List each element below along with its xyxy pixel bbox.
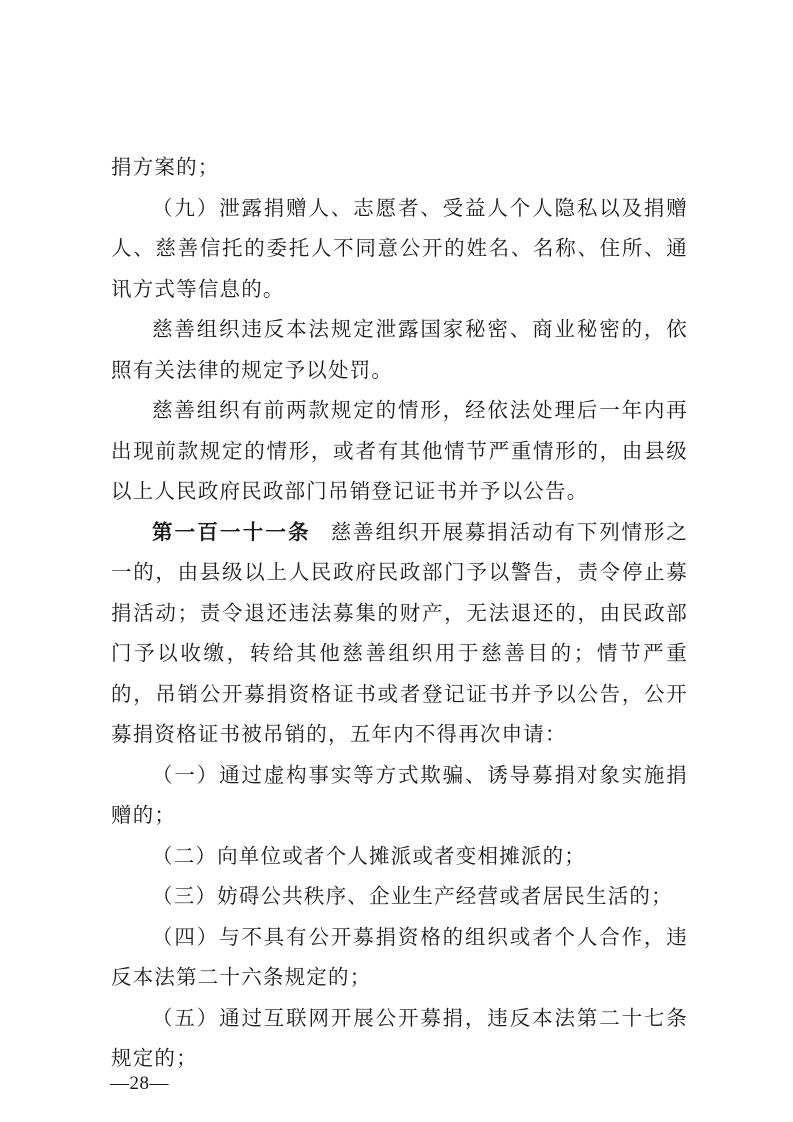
paragraph-repeat-violation: 慈善组织有前两款规定的情形，经依法处理后一年内再出现前款规定的情形，或者有其他情节严重情形的，由县级以上人民政府民政部门吊销登记证书并予以公告。 [111,398,688,503]
paragraph-secret-leak: 慈善组织违反本法规定泄露国家秘密、商业秘密的，依照有关法律的规定予以处罚。 [111,317,688,382]
list-item-four: （四）与不具有公开募捐资格的组织或者个人合作，违反本法第二十六条规定的； [111,924,688,989]
list-item-one: （一）通过虚构事实等方式欺骗、诱导募捐对象实施捐赠的； [111,762,688,827]
article-text: 慈善组织开展募捐活动有下列情形之一的，由县级以上人民政府民政部门予以警告，责令停止募捐活动；责令退还违法募集的财产，无法退还的，由民政部门予以收缴，转给其他慈善组织用于慈善目的；情节严重的，吊销公开募捐资格证书或者登记证书并予以公告，公开募捐资格证书被吊销的，五年内不得再次申请： [111,519,689,746]
document-body [111,147,688,1079]
list-item-three: （三）妨碍公共秩序、企业生产经营或者居民生活的； [152,884,673,908]
paragraph-continuation: 捐方案的； [111,155,220,179]
article-number: 第一百一十一条 [152,519,311,544]
page-number: —28— [110,1073,169,1094]
list-item-two: （二）向单位或者个人摊派或者变相摊派的； [152,843,586,868]
article-111 [111,512,688,755]
list-item-nine: （九）泄露捐赠人、志愿者、受益人个人隐私以及捐赠人、慈善信托的委托人不同意公开的姓名、名称、住所、通讯方式等信息的。 [111,195,688,301]
list-item-five: （五）通过互联网开展公开募捐，违反本法第二十七条规定的； [111,1005,688,1070]
